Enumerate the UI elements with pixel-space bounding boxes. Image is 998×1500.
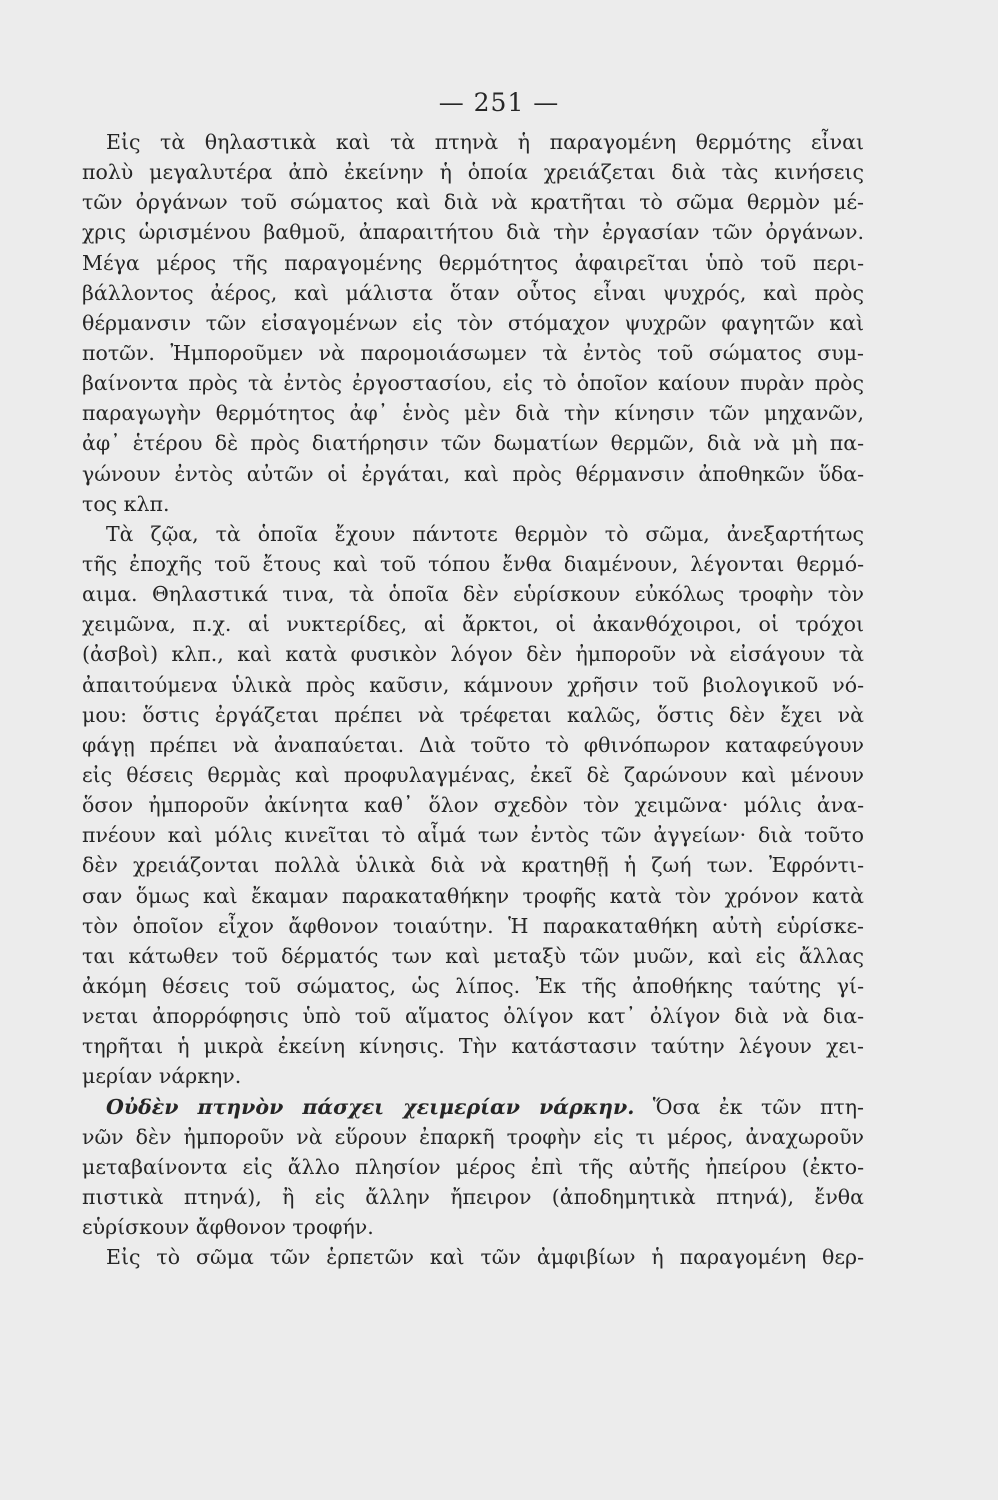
text-line: μεταβαίνοντα εἰς ἄλλο πλησίον μέρος ἐπὶ τῆς αὐτῆς ἠπείρου (ἐκτο-: [82, 1154, 864, 1179]
text-line: τῆς ἐποχῆς τοῦ ἔτους καὶ τοῦ τόπου ἔνθα διαμένουν, λέγονται θερμό-: [82, 551, 864, 576]
text-line: ποτῶν. Ἠμποροῦμεν νὰ παρομοιάσωμεν τὰ ἐντὸς τοῦ σώματος συμ-: [82, 340, 864, 365]
text-line: ἀφ᾿ ἑτέρου δὲ πρὸς διατήρησιν τῶν δωματίων θερμῶν, διὰ νὰ μὴ πα-: [82, 431, 864, 456]
text-line: ἀπαιτούμενα ὑλικὰ πρὸς καῦσιν, κάμνουν χρῆσιν τοῦ βιολογικοῦ νό-: [82, 672, 864, 697]
text-line: τος κλπ.: [82, 491, 170, 516]
text-line: (ἀσβοὶ) κλπ., καὶ κατὰ φυσικὸν λόγον δὲν ἠμποροῦν νὰ εἰσάγουν τὰ: [82, 642, 864, 667]
text-line: αιμα. Θηλαστικά τινα, τὰ ὁποῖα δὲν εὑρίσκουν εὐκόλως τροφὴν τὸν: [82, 582, 864, 607]
text-line: πνέουν καὶ μόλις κινεῖται τὸ αἷμά των ἐντὸς τῶν ἀγγείων· διὰ τοῦτο: [82, 823, 864, 848]
text-line: θέρμανσιν τῶν εἰσαγομένων εἰς τὸν στόμαχον ψυχρῶν φαγητῶν καὶ: [82, 310, 864, 335]
text-line: πιστικὰ πτηνά), ἢ εἰς ἄλλην ἤπειρον (ἀποδημητικὰ πτηνά), ἔνθα: [82, 1184, 864, 1209]
text-line: φάγῃ πρέπει νὰ ἀναπαύεται. Διὰ τοῦτο τὸ φθινόπωρον καταφεύγουν: [82, 732, 864, 757]
paragraph-reptiles: [82, 1242, 864, 1272]
text-line: βαίνοντα πρὸς τὰ ἐντὸς ἐργοστασίου, εἰς τὸ ὁποῖον καίουν πυρὰν πρὸς: [82, 371, 864, 396]
body-text: [82, 127, 864, 1272]
paragraph-warm-blooded-heat: [82, 127, 864, 519]
text-line: [82, 1092, 864, 1122]
text-line: δὲν χρειάζονται πολλὰ ὑλικὰ διὰ νὰ κρατηθῇ ἡ ζωή των. Ἐφρόντι-: [82, 853, 864, 878]
text-line: εἰς θέσεις θερμὰς καὶ προφυλαγμένας, ἐκεῖ δὲ ζαρώνουν καὶ μένουν: [82, 762, 864, 787]
text-line: μερίαν νάρκην.: [82, 1064, 242, 1089]
emphasized-heading: Οὐδὲν πτηνὸν πάσχει χειμερίαν νάρκην.: [106, 1094, 635, 1119]
text-line: πολὺ μεγαλυτέρα ἀπὸ ἐκείνην ἡ ὁποία χρειάζεται διὰ τὰς κινήσεις: [82, 160, 864, 185]
paragraph-hibernation: [82, 519, 864, 1092]
text-line: μου: ὅστις ἐργάζεται πρέπει νὰ τρέφεται καλῶς, ὅστις δὲν ἔχει νὰ: [82, 702, 864, 727]
text-line: χρις ὡρισμένου βαθμοῦ, ἀπαραιτήτου διὰ τὴν ἐργασίαν τῶν ὀργάνων.: [82, 220, 864, 245]
paragraph-birds: [82, 1092, 864, 1243]
page-number: — 251 —: [438, 88, 560, 117]
text-line: νῶν δὲν ἠμποροῦν νὰ εὕρουν ἐπαρκῆ τροφὴν εἰς τι μέρος, ἀναχωροῦν: [82, 1124, 864, 1149]
text-line: Εἰς τὰ θηλαστικὰ καὶ τὰ πτηνὰ ἡ παραγομένη θερμότης εἶναι: [106, 130, 864, 154]
text-line: γώνουν ἐντὸς αὐτῶν οἱ ἐργάται, καὶ πρὸς θέρμανσιν ἀποθηκῶν ὕδα-: [82, 461, 864, 486]
text-line: ται κάτωθεν τοῦ δέρματός των καὶ μεταξὺ τῶν μυῶν, καὶ εἰς ἄλλας: [82, 943, 864, 968]
text-line: ὅσον ἠμποροῦν ἀκίνητα καθ᾿ ὅλον σχεδὸν τὸν χειμῶνα· μόλις ἀνα-: [82, 793, 864, 818]
text-line: τὸν ὁποῖον εἶχον ἄφθονον τοιαύτην. Ἡ παρακαταθήκη αὐτὴ εὑρίσκε-: [82, 913, 864, 938]
text-line: χειμῶνα, π.χ. αἱ νυκτερίδες, αἱ ἄρκτοι, οἱ ἀκανθόχοιροι, οἱ τρόχοι: [82, 612, 864, 637]
text-line: τηρῆται ἡ μικρὰ ἐκείνη κίνησις. Τὴν κατάστασιν ταύτην λέγουν χει-: [82, 1034, 864, 1059]
text-run: Ὅσα ἐκ τῶν πτη-: [634, 1094, 864, 1119]
text-line: Εἰς τὸ σῶμα τῶν ἑρπετῶν καὶ τῶν ἀμφιβίων ἡ παραγομένη θερ-: [106, 1245, 864, 1270]
text-line: νεται ἀπορρόφησις ὑπὸ τοῦ αἵματος ὀλίγον κατ᾿ ὀλίγον διὰ νὰ δια-: [82, 1004, 864, 1029]
text-line: ἀκόμη θέσεις τοῦ σώματος, ὡς λίπος. Ἐκ τῆς ἀποθήκης ταύτης γί-: [82, 973, 864, 998]
text-line: Τὰ ζῷα, τὰ ὁποῖα ἔχουν πάντοτε θερμὸν τὸ σῶμα, ἀνεξαρτήτως: [106, 521, 864, 546]
text-line: Μέγα μέρος τῆς παραγομένης θερμότητος ἀφαιρεῖται ὑπὸ τοῦ περι-: [82, 250, 864, 275]
text-line: βάλλοντος ἀέρος, καὶ μάλιστα ὅταν οὗτος εἶναι ψυχρός, καὶ πρὸς: [82, 280, 864, 305]
text-line: τῶν ὀργάνων τοῦ σώματος καὶ διὰ νὰ κρατῆται τὸ σῶμα θερμὸν μέ-: [82, 190, 864, 215]
text-line: σαν ὅμως καὶ ἔκαμαν παρακαταθήκην τροφῆς κατὰ τὸν χρόνον κατὰ: [82, 883, 864, 908]
text-line: παραγωγὴν θερμότητος ἀφ᾿ ἑνὸς μὲν διὰ τὴν κίνησιν τῶν μηχανῶν,: [82, 401, 864, 426]
text-line: εὑρίσκουν ἄφθονον τροφήν.: [82, 1215, 374, 1240]
